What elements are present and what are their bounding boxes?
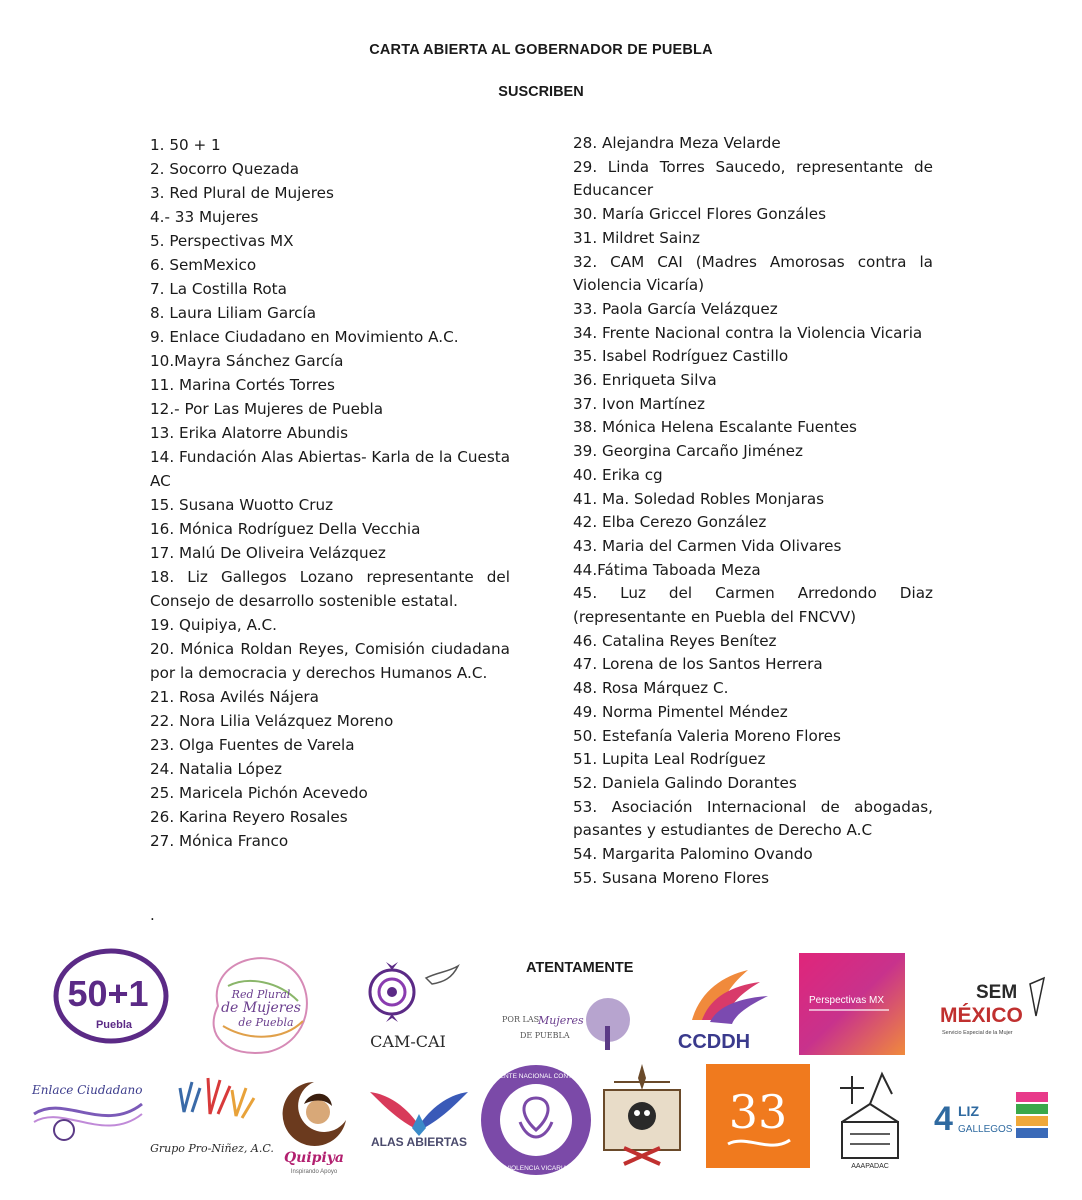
signatory-item: 18. Liz Gallegos Lozano representante del Consejo de desarrollo sostenible estatal. [150,568,510,610]
logo-perspectivas-text: Perspectivas MX [809,995,885,1006]
logo-50-mas-1-text: 50+1 [67,973,149,1014]
signatory-item: 52. Daniela Galindo Dorantes [573,773,797,792]
svg-text:SEM: SEM [976,982,1018,1003]
signatory-item: 46. Catalina Reyes Benítez [573,631,777,650]
signatory-item: 45. Luz del Carmen Arredondo Diaz (representante en Puebla del FNCVV) [573,584,933,627]
signatory-item: 3. Red Plural de Mujeres [150,184,334,202]
signatory-item: 26. Karina Reyero Rosales [150,808,348,826]
svg-text:DE PUEBLA: DE PUEBLA [520,1031,570,1040]
signatory-item: 39. Georgina Carcaño Jiménez [573,442,803,461]
svg-text:FRENTE NACIONAL CONTRA: FRENTE NACIONAL CONTRA [490,1073,582,1080]
logo-seal [594,1060,690,1176]
signatory-item: 33. Paola García Velázquez [573,299,778,318]
svg-text:VIOLENCIA VICARIA: VIOLENCIA VICARIA [504,1165,568,1172]
logo-fncvv [478,1062,594,1178]
logo-semmexico [938,976,1058,1040]
signatory-item: 49. Norma Pimentel Méndez [573,702,788,721]
signatory-item: 8. Laura Liliam García [150,304,317,322]
signatory-item: 16. Mónica Rodríguez Della Vecchia [150,520,421,538]
svg-text:Mujeres: Mujeres [538,1014,584,1027]
signatory-item: 38. Mónica Helena Escalante Fuentes [573,418,857,437]
signatory-item: 28. Alejandra Meza Velarde [573,134,781,152]
signatory-item: 35. Isabel Rodríguez Castillo [573,347,789,366]
signatory-item: 21. Rosa Avilés Nájera [150,688,319,706]
logo-quipiya-text: Quipiya [283,1150,345,1166]
logo-semmexico-sub: Servicio Especial de la Mujer [942,1030,1013,1036]
svg-text:POR LAS: POR LAS [502,1015,540,1024]
logo-enlace-ciudadano [24,1074,150,1150]
signatory-item: 50. Estefanía Valeria Moreno Flores [573,726,841,745]
logo-quipiya-sub: Inspirando Apoyo [290,1169,338,1175]
signatory-item: 40. Erika cg [573,465,663,484]
trailing-mark: . [150,906,155,924]
signatory-item: 17. Malú De Oliveira Velázquez [150,544,386,562]
signatory-item: 27. Mónica Franco [150,832,289,850]
signatory-item: 1. 50 + 1 [150,136,221,154]
signatory-item: 11. Marina Cortés Torres [150,376,335,394]
signatory-item: 14. Fundación Alas Abiertas- Karla de la Cuesta AC [150,448,510,490]
page-title: CARTA ABIERTA AL GOBERNADOR DE PUEBLA [369,42,713,58]
signatory-item: 53. Asociación Internacional de abogadas, pasantes y estudiantes de Derecho A.C [573,797,933,840]
svg-text:AAAPADAC: AAAPADAC [851,1163,889,1170]
signatory-item: 23. Olga Fuentes de Varela [150,736,355,754]
logo-perspectivas-mx [799,953,905,1055]
svg-text:MÉXICO: MÉXICO [940,1004,1023,1027]
logo-grupo-pro-ninez [150,1068,274,1158]
signatory-item: 48. Rosa Márquez C. [573,679,729,698]
signatory-item: 47. Lorena de los Santos Herrera [573,655,823,674]
signatory-item: 32. CAM CAI (Madres Amorosas contra la Violencia Vicaría) [573,252,933,295]
signatory-item: 12.- Por Las Mujeres de Puebla [150,400,384,418]
signatory-item: 43. Maria del Carmen Vida Olivares [573,536,842,555]
signatory-item: 10.Mayra Sánchez García [150,352,344,370]
svg-text:GALLEGOS: GALLEGOS [958,1124,1013,1135]
logo-33-mujeres [706,1064,810,1168]
signatory-item: 2. Socorro Quezada [150,160,300,178]
signatory-item: 4.- 33 Mujeres [150,208,259,226]
signatory-item: 42. Elba Cerezo González [573,513,767,532]
logo-cam-cai [360,962,464,1054]
signatory-item: 6. SemMexico [150,256,257,274]
signatory-item: 20. Mónica Roldan Reyes, Comisión ciudadana por la democracia y derechos Humanos A.C. [150,640,510,682]
signatory-item: 29. Linda Torres Saucedo, representante de Educancer [573,157,933,200]
logo-ccddh [652,962,778,1054]
svg-text:de Mujeres: de Mujeres [221,1000,301,1016]
signatory-item: 30. María Griccel Flores Gonzáles [573,205,826,224]
signatory-item: 37. Ivon Martínez [573,394,705,413]
signatory-item: 13. Erika Alatorre Abundis [150,424,348,442]
signatory-list-right [573,132,933,891]
svg-text:Enlace Ciudadano: Enlace Ciudadano [32,1083,143,1097]
signatory-item: 25. Maricela Pichón Acevedo [150,784,368,802]
logo-scales [822,1064,918,1172]
logo-ccddh-text: CCDDH [677,1031,751,1053]
logo-quipiya [274,1076,354,1178]
logo-alas-abiertas [364,1080,474,1154]
logo-por-las-mujeres [496,996,638,1054]
logo-cam-cai-text: CAM-CAI [370,1032,446,1051]
signatory-list-left [150,133,510,853]
svg-text:LIZ: LIZ [958,1103,979,1119]
signatory-item: 31. Mildret Sainz [573,228,700,247]
logo-alas-abiertas-text: ALAS ABIERTAS [371,1135,467,1149]
signatory-item: 15. Susana Wuotto Cruz [150,496,334,514]
logo-50-mas-1 [52,948,170,1046]
signatory-item: 34. Frente Nacional contra la Violencia Vicaria [573,323,923,342]
signatory-item: 19. Quipiya, A.C. [150,616,277,634]
signatory-item: 7. La Costilla Rota [150,280,287,298]
signatory-item: 54. Margarita Palomino Ovando [573,845,813,864]
signatory-item: 41. Ma. Soledad Robles Monjaras [573,489,825,508]
svg-text:de Puebla: de Puebla [238,1016,294,1029]
signatory-item: 55. Susana Moreno Flores [573,868,770,887]
signatory-item: 51. Lupita Leal Rodríguez [573,750,766,769]
svg-text:4: 4 [934,1100,953,1138]
signatory-item: 5. Perspectivas MX [150,232,294,250]
signatory-item: 22. Nora Lilia Velázquez Moreno [150,712,394,730]
logo-pro-ninez-text: Grupo Pro-Niñez, A.C. [150,1142,274,1155]
signatory-item: 9. Enlace Ciudadano en Movimiento A.C. [150,328,459,346]
page-subtitle: SUSCRIBEN [498,84,584,100]
signatory-item: 24. Natalia López [150,760,282,778]
signatory-item: 44.Fátima Taboada Meza [573,560,761,579]
svg-text:Red Plural: Red Plural [231,988,291,1001]
signatory-item: 36. Enriqueta Silva [573,371,717,390]
logo-33-text: 33 [728,1085,788,1139]
logo-red-plural [198,946,324,1062]
closing-label: ATENTAMENTE [526,960,634,976]
logo-50-mas-1-sub: Puebla [95,1019,133,1031]
logo-liz-gallegos [932,1086,1052,1150]
